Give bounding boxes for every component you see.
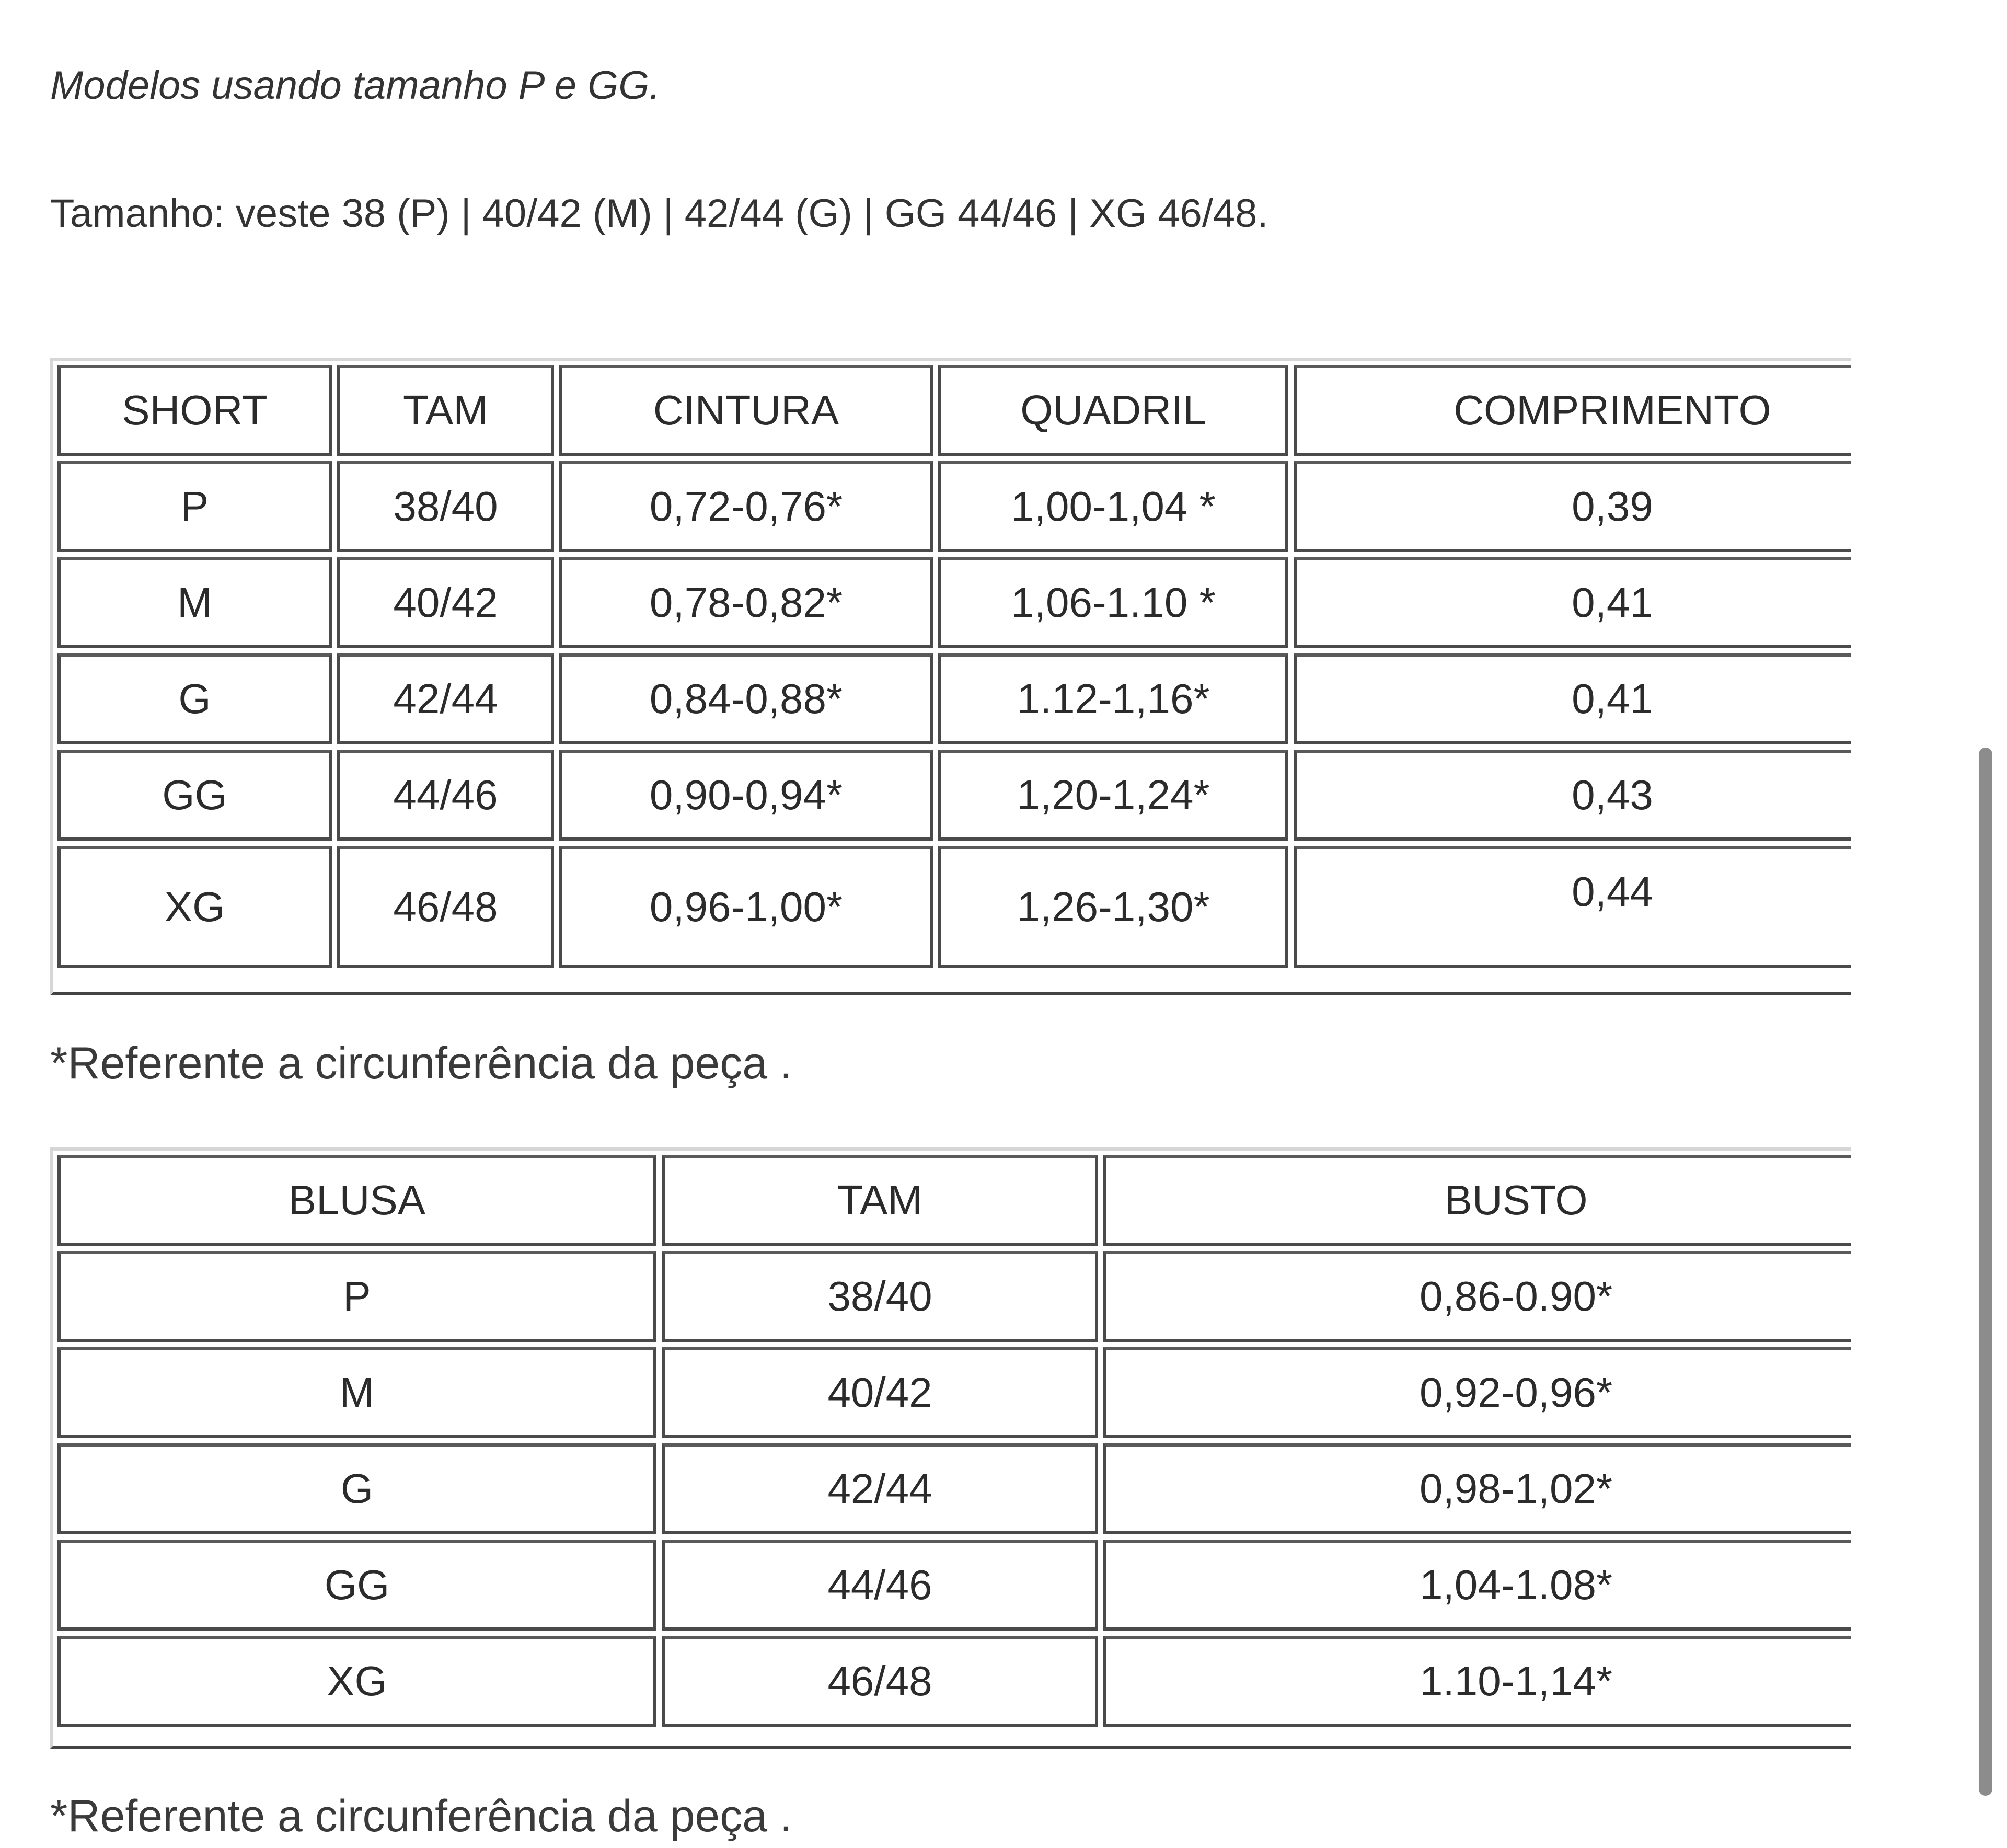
header-comprimento: COMPRIMENTO — [1294, 365, 1851, 456]
cell-comprimento: 0,41 — [1294, 653, 1851, 744]
table-header-row — [57, 1155, 1851, 1246]
cell-tam: 38/40 — [662, 1251, 1098, 1342]
table-row — [57, 846, 1851, 968]
short-size-table — [50, 358, 1851, 995]
cell-size: GG — [57, 1540, 656, 1631]
table-row — [57, 1540, 1851, 1631]
blusa-footnote: *Referente a circunferência da peça . — [50, 1791, 792, 1841]
cell-busto: 1,04-1.08* — [1103, 1540, 1851, 1631]
table-row — [57, 1636, 1851, 1727]
header-tam: TAM — [337, 365, 554, 456]
cell-busto: 0,98-1,02* — [1103, 1443, 1851, 1534]
header-short: SHORT — [57, 365, 332, 456]
cell-cintura: 0,96-1,00* — [559, 846, 933, 968]
short-footnote: *Referente a circunferência da peça . — [50, 1038, 792, 1088]
cell-quadril: 1.12-1,16* — [938, 653, 1288, 744]
table-row — [57, 1443, 1851, 1534]
cell-busto: 1.10-1,14* — [1103, 1636, 1851, 1727]
table-row — [57, 1347, 1851, 1438]
cell-tam: 38/40 — [337, 461, 554, 552]
vertical-scrollbar[interactable] — [1979, 748, 1992, 1796]
sizes-note: Tamanho: veste 38 (P) | 40/42 (M) | 42/44 (G) | GG 44/46 | XG 46/48. — [50, 191, 1268, 236]
cell-cintura: 0,78-0,82* — [559, 557, 933, 648]
cell-tam: 46/48 — [337, 846, 554, 968]
header-quadril: QUADRIL — [938, 365, 1288, 456]
cell-tam: 42/44 — [662, 1443, 1098, 1534]
cell-tam: 42/44 — [337, 653, 554, 744]
cell-quadril: 1,26-1,30* — [938, 846, 1288, 968]
cell-size: XG — [57, 1636, 656, 1727]
cell-tam: 46/48 — [662, 1636, 1098, 1727]
header-tam: TAM — [662, 1155, 1098, 1246]
cell-quadril: 1,06-1.10 * — [938, 557, 1288, 648]
cell-comprimento: 0,44 — [1294, 846, 1851, 968]
cell-size: G — [57, 653, 332, 744]
header-busto: BUSTO — [1103, 1155, 1851, 1246]
cell-size: XG — [57, 846, 332, 968]
cell-size: M — [57, 557, 332, 648]
cell-cintura: 0,84-0,88* — [559, 653, 933, 744]
blusa-size-table — [50, 1147, 1851, 1749]
cell-tam: 40/42 — [662, 1347, 1098, 1438]
cell-quadril: 1,20-1,24* — [938, 750, 1288, 841]
cell-quadril: 1,00-1,04 * — [938, 461, 1288, 552]
table-row — [57, 557, 1851, 648]
table-row — [57, 750, 1851, 841]
cell-size: P — [57, 1251, 656, 1342]
cell-comprimento: 0,39 — [1294, 461, 1851, 552]
cell-cintura: 0,72-0,76* — [559, 461, 933, 552]
header-cintura: CINTURA — [559, 365, 933, 456]
cell-busto: 0,92-0,96* — [1103, 1347, 1851, 1438]
models-note: Modelos usando tamanho P e GG. — [50, 63, 661, 108]
cell-size: M — [57, 1347, 656, 1438]
cell-busto: 0,86-0.90* — [1103, 1251, 1851, 1342]
cell-size: GG — [57, 750, 332, 841]
cell-comprimento: 0,43 — [1294, 750, 1851, 841]
cell-tam: 44/46 — [337, 750, 554, 841]
header-blusa: BLUSA — [57, 1155, 656, 1246]
table-row — [57, 653, 1851, 744]
cell-tam: 44/46 — [662, 1540, 1098, 1631]
table-row — [57, 461, 1851, 552]
table-row — [57, 1251, 1851, 1342]
cell-tam: 40/42 — [337, 557, 554, 648]
cell-comprimento: 0,41 — [1294, 557, 1851, 648]
cell-cintura: 0,90-0,94* — [559, 750, 933, 841]
cell-size: G — [57, 1443, 656, 1534]
table-header-row — [57, 365, 1851, 456]
cell-size: P — [57, 461, 332, 552]
